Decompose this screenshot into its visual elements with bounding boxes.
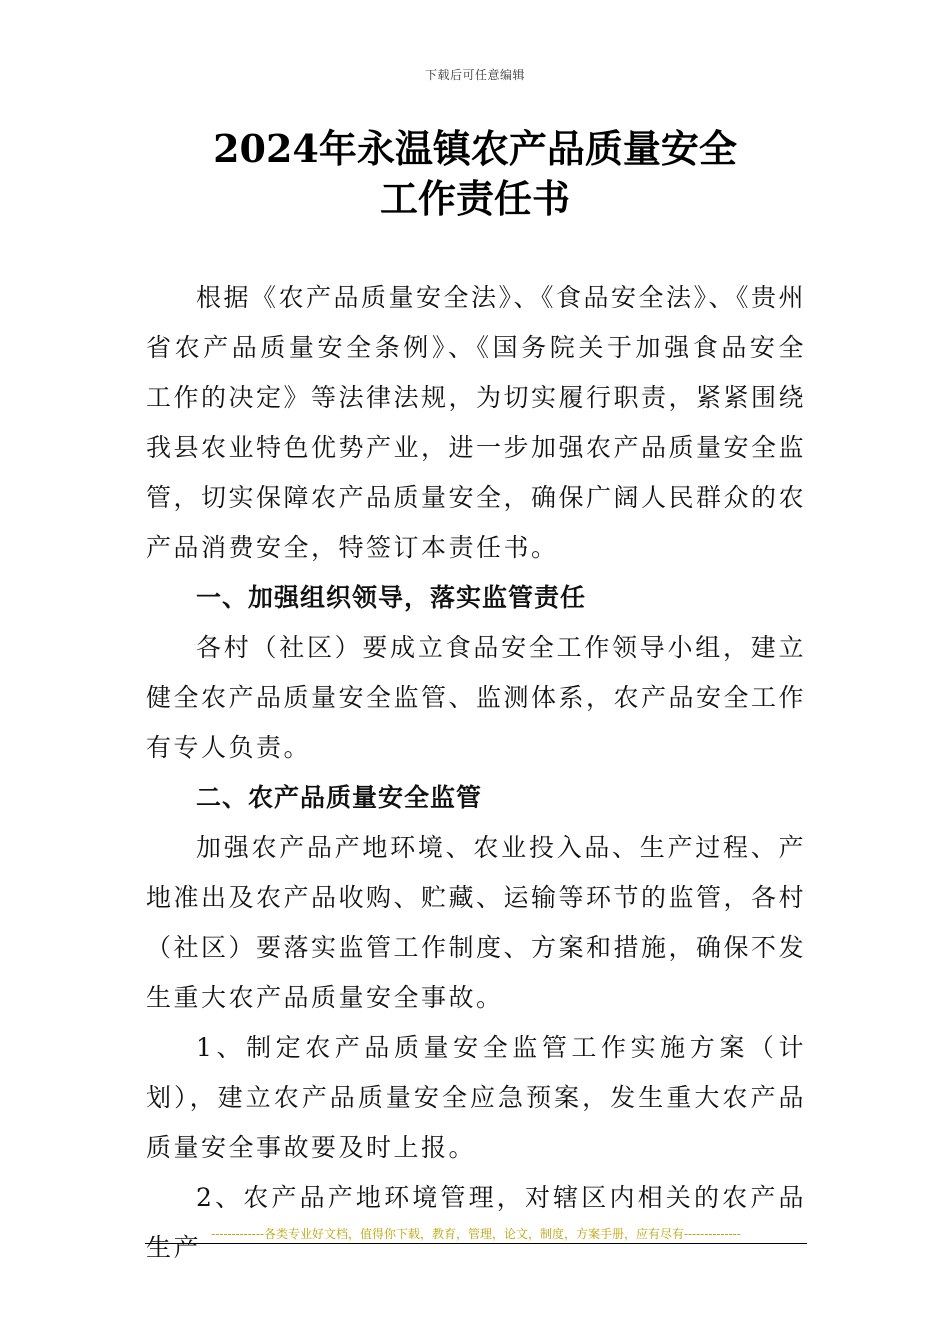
- document-title-line-2: 工作责任书: [379, 176, 570, 221]
- section-2-heading: 二、农产品质量安全监管: [196, 783, 483, 812]
- intro-paragraph: 根据《农产品质量安全法》、《食品安全法》、《贵州省农产品质量安全条例》、《国务院关于加强食品安全工作的决定》等法律法规，为切实履行职责，紧紧围绕我县农业特色优势产业，进一步加强农产品质量安全监管，切实保障农产品质量安全，确保广阔人民群众的农产品消费安全，特签订本责任书。: [146, 283, 807, 562]
- document-body: [146, 273, 806, 1273]
- footer-note: -------------各类专业好文档，值得你下载，教育，管理，论文，制度，方案手册，应有尽有--------------: [211, 1227, 741, 1241]
- item-2-paragraph: 2、农产品产地环境管理，对辖区内相关的农产品生产: [146, 1183, 806, 1262]
- document-title-line-1: 2024年永温镇农产品质量安全: [213, 126, 737, 171]
- item-1-paragraph: 1、制定农产品质量安全监管工作实施方案（计划），建立农产品质量安全应急预案，发生重大农产品质量安全事故要及时上报。: [146, 1033, 806, 1162]
- header-note: 下载后可任意编辑: [424, 68, 525, 82]
- footer-divider: [145, 1243, 807, 1244]
- section-1-paragraph: 各村（社区）要成立食品安全工作领导小组，建立健全农产品质量安全监管、监测体系，农产品安全工作有专人负责。: [146, 633, 807, 762]
- section-1-heading: 一、加强组织领导，落实监管责任: [196, 583, 587, 612]
- section-2-paragraph: 加强农产品产地环境、农业投入品、生产过程、产地准出及农产品收购、贮藏、运输等环节的监管，各村（社区）要落实监管工作制度、方案和措施，确保不发生重大农产品质量安全事故。: [146, 833, 807, 1012]
